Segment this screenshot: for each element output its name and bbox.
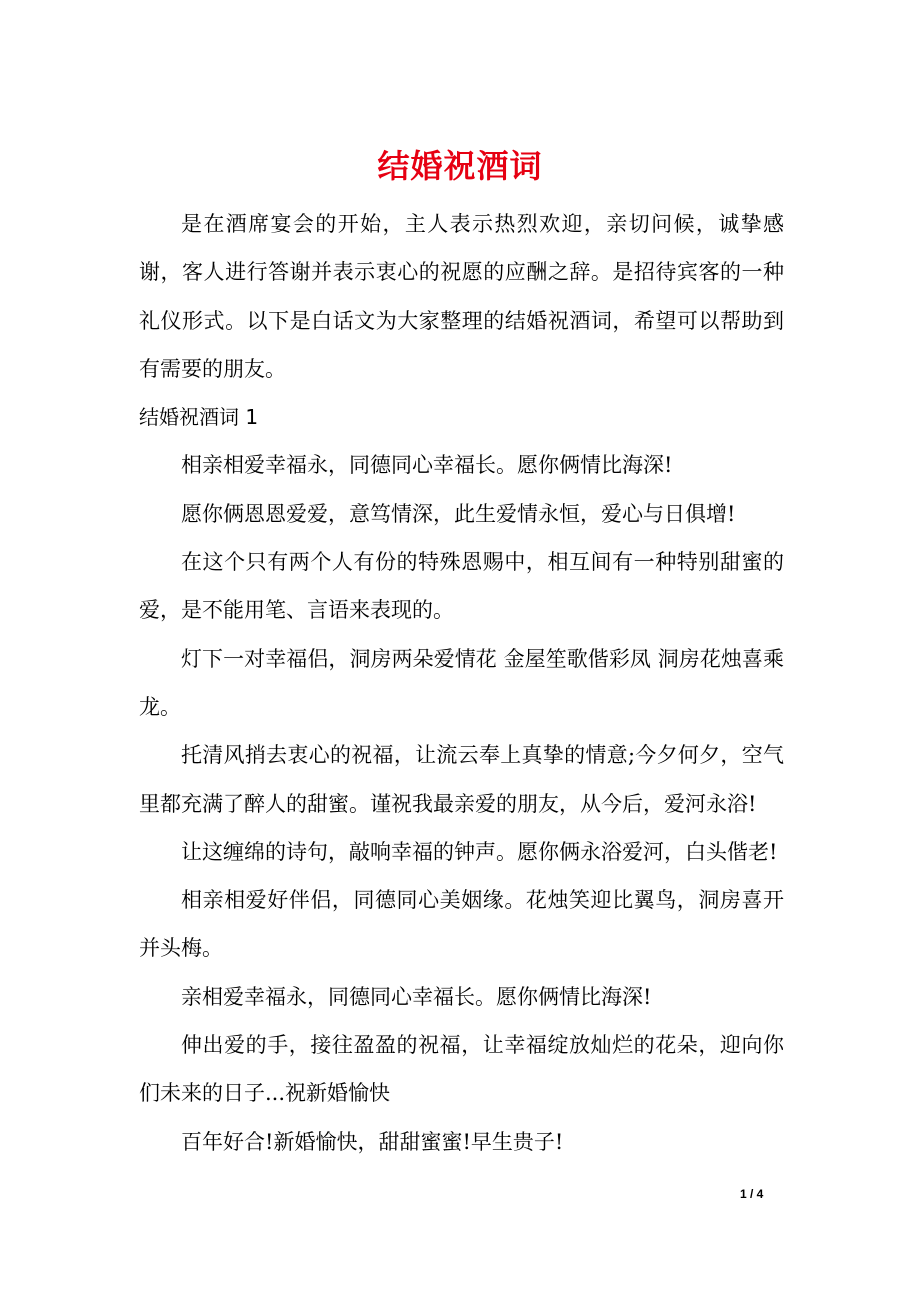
toast-paragraph: 相亲相爱好伴侣，同德同心美姻缘。花烛笑迎比翼鸟，洞房喜开并头梅。 (139, 888, 784, 961)
toast-paragraph: 在这个只有两个人有份的特殊恩赐中，相互间有一种特别甜蜜的爱，是不能用笔、言语来表现的。 (139, 550, 784, 623)
toast-paragraph: 让这缠绵的诗句，敲响幸福的钟声。愿你俩永浴爱河，白头偕老! (181, 839, 778, 864)
page-number: 1 / 4 (740, 1187, 764, 1201)
toast-paragraph: 相亲相爱幸福永，同德同心幸福长。愿你俩情比海深! (181, 453, 673, 478)
toast-paragraph: 百年好合!新婚愉快，甜甜蜜蜜!早生贵子! (181, 1129, 564, 1154)
toast-paragraph: 灯下一对幸福侣，洞房两朵爱情花 金屋笙歌偕彩凤 洞房花烛喜乘龙。 (139, 646, 784, 719)
toast-paragraph: 亲相爱幸福永，同德同心幸福长。愿你俩情比海深! (181, 984, 652, 1009)
section-heading: 结婚祝酒词 1 (139, 405, 259, 430)
intro-paragraph: 是在酒席宴会的开始，主人表示热烈欢迎，亲切问候，诚挚感谢，客人进行答谢并表示衷心的祝愿的应酬之辞。是招待宾客的一种礼仪形式。以下是白话文为大家整理的结婚祝酒词，希望可以帮助到有需要的朋友。 (139, 212, 784, 381)
document-body (139, 200, 784, 1166)
toast-paragraph: 伸出爱的手，接往盈盈的祝福，让幸福绽放灿烂的花朵，迎向你们未来的日子...祝新婚愉快 (139, 1033, 784, 1106)
document-title: 结婚祝酒词 (377, 147, 543, 185)
toast-paragraph: 托清风捎去衷心的祝福，让流云奉上真挚的情意;今夕何夕，空气里都充满了醉人的甜蜜。谨祝我最亲爱的朋友，从今后，爱河永浴! (139, 743, 784, 816)
toast-paragraph: 愿你俩恩恩爱爱，意笃情深，此生爱情永恒，爱心与日俱增! (181, 501, 736, 526)
